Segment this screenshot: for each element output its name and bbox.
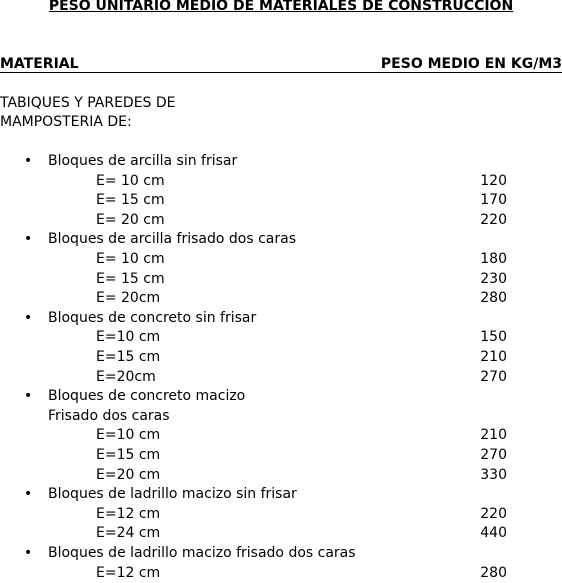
thickness-label: E=15 cm bbox=[96, 349, 161, 365]
section-heading bbox=[0, 94, 176, 132]
table-row bbox=[0, 348, 562, 368]
table-row bbox=[0, 191, 562, 211]
list-item bbox=[0, 407, 562, 427]
table-row bbox=[0, 250, 562, 270]
table-row bbox=[0, 211, 562, 231]
document-title: PESO UNITARIO MEDIO DE MATERIALES DE CONSTRUCCION bbox=[48, 0, 514, 14]
weight-value: 210 bbox=[480, 349, 507, 365]
table-row bbox=[0, 368, 562, 388]
list-item bbox=[0, 544, 562, 564]
weight-value: 180 bbox=[480, 251, 507, 267]
material-label: Bloques de arcilla frisado dos caras bbox=[48, 231, 297, 248]
material-label: Bloques de ladrillo macizo frisado dos caras bbox=[48, 545, 356, 561]
thickness-label: E= 20 cm bbox=[96, 211, 165, 228]
weight-value: 150 bbox=[480, 329, 507, 346]
material-label: Bloques de ladrillo macizo sin frisar bbox=[48, 486, 297, 503]
section-heading-line1: TABIQUES Y PAREDES DE bbox=[0, 95, 176, 111]
weight-value: 280 bbox=[480, 290, 507, 307]
thickness-label: E=12 cm bbox=[96, 505, 161, 522]
bullet-icon: • bbox=[24, 486, 33, 503]
table-row bbox=[0, 446, 562, 466]
weight-value: 270 bbox=[480, 447, 507, 463]
table-row bbox=[0, 564, 562, 583]
weight-value: 170 bbox=[480, 192, 507, 209]
header-peso: PESO MEDIO EN KG/M3 bbox=[380, 56, 562, 72]
list-item bbox=[0, 485, 562, 505]
bullet-icon: • bbox=[24, 309, 33, 326]
table-row bbox=[0, 466, 562, 486]
bullet-icon: • bbox=[24, 545, 33, 561]
thickness-label: E= 20cm bbox=[96, 290, 161, 307]
table-row bbox=[0, 270, 562, 290]
material-label: Bloques de concreto sin frisar bbox=[48, 309, 257, 326]
bullet-icon: • bbox=[24, 231, 33, 248]
table-row bbox=[0, 328, 562, 348]
material-label: Bloques de arcilla sin frisar bbox=[48, 153, 238, 169]
list-item bbox=[0, 152, 562, 172]
table-row bbox=[0, 289, 562, 309]
weight-value: 280 bbox=[480, 564, 507, 581]
thickness-label: E=20 cm bbox=[96, 466, 161, 483]
weight-value: 210 bbox=[480, 427, 507, 444]
thickness-label: E= 10 cm bbox=[96, 172, 165, 189]
material-label-cont: Frisado dos caras bbox=[48, 407, 170, 424]
table-row bbox=[0, 172, 562, 192]
weight-value: 270 bbox=[480, 368, 507, 385]
weight-value: 330 bbox=[480, 466, 507, 483]
list-item bbox=[0, 230, 562, 250]
thickness-label: E= 15 cm bbox=[96, 192, 165, 209]
weight-value: 230 bbox=[480, 270, 507, 287]
thickness-label: E= 10 cm bbox=[96, 251, 165, 267]
table-row bbox=[0, 426, 562, 446]
material-label: Bloques de concreto macizo bbox=[48, 388, 246, 405]
thickness-label: E=12 cm bbox=[96, 564, 161, 581]
table-row bbox=[0, 524, 562, 544]
weight-value: 220 bbox=[480, 211, 507, 228]
thickness-label: E=20cm bbox=[96, 368, 156, 385]
weight-value: 120 bbox=[480, 172, 507, 189]
weight-value: 220 bbox=[480, 505, 507, 522]
list-item bbox=[0, 387, 562, 407]
table-header bbox=[0, 56, 562, 73]
bullet-icon: • bbox=[24, 153, 33, 169]
thickness-label: E= 15 cm bbox=[96, 270, 165, 287]
weight-value: 440 bbox=[480, 525, 507, 542]
list-item bbox=[0, 309, 562, 329]
section-heading-line2: MAMPOSTERIA DE: bbox=[0, 114, 132, 130]
table-row bbox=[0, 505, 562, 525]
bullet-icon: • bbox=[24, 388, 33, 405]
header-material: MATERIAL bbox=[0, 56, 79, 72]
thickness-label: E=10 cm bbox=[96, 329, 161, 346]
thickness-label: E=15 cm bbox=[96, 447, 161, 463]
thickness-label: E=10 cm bbox=[96, 427, 161, 444]
thickness-label: E=24 cm bbox=[96, 525, 161, 542]
